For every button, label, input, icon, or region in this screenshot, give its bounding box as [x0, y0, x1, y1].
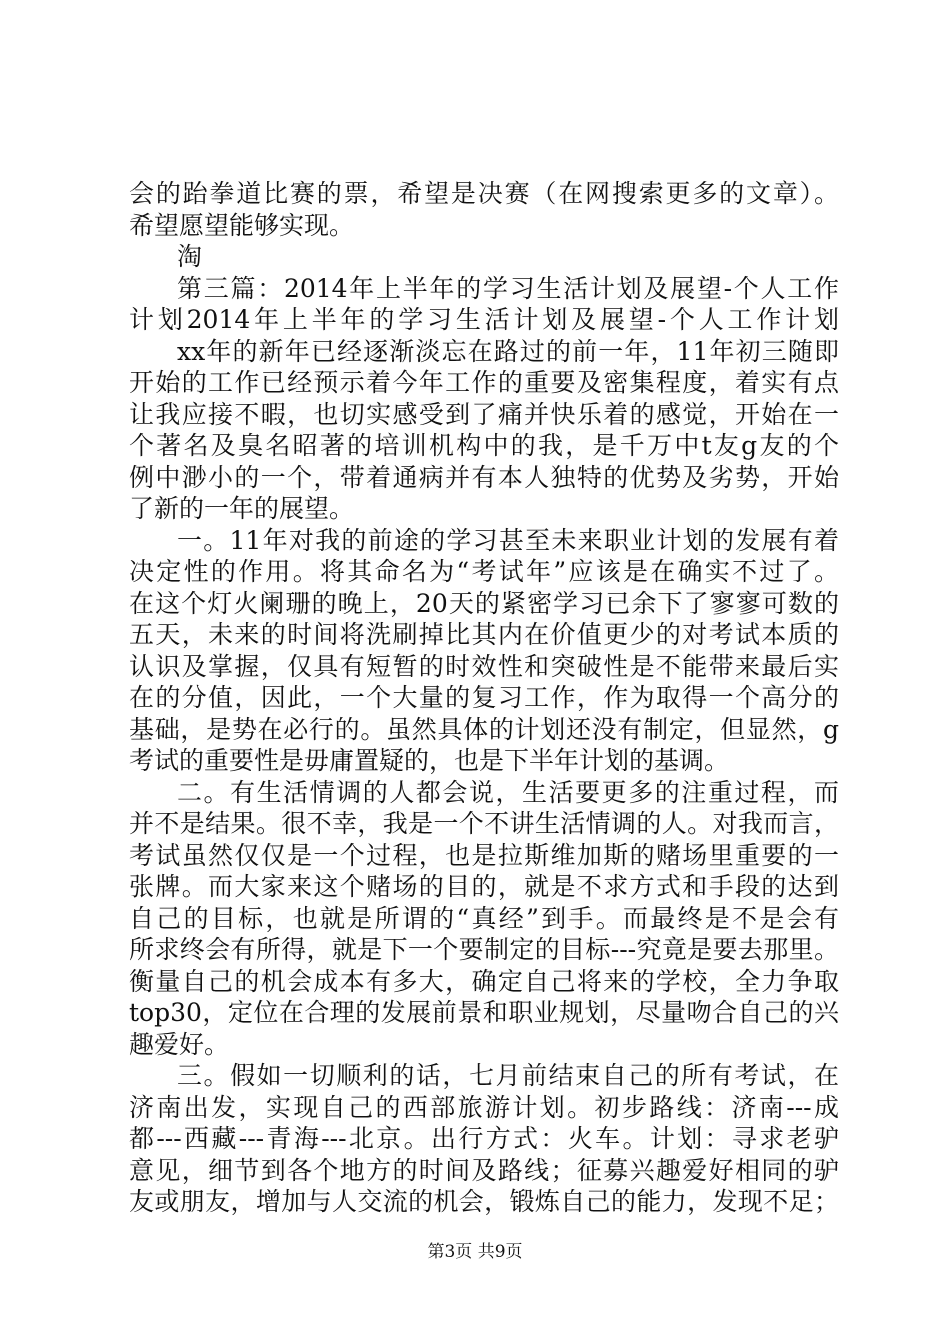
text-line: 开始的工作已经预示着今年工作的重要及密集程度，着实有点 — [129, 368, 839, 397]
text-line: 决定性的作用。将其命名为“考试年”应该是在确实不过了。 — [129, 557, 839, 586]
text-line: 会的跆拳道比赛的票，希望是决赛（在网搜索更多的文章）。 — [129, 179, 839, 208]
text-line: top30，定位在合理的发展前景和职业规划，尽量吻合自己的兴 — [129, 998, 839, 1027]
text-line: 认识及掌握，仅具有短暂的时效性和突破性是不能带来最后实 — [129, 651, 839, 681]
text-line: 在的分值，因此，一个大量的复习工作，作为取得一个高分的 — [129, 683, 839, 712]
text-line: 所求终会有所得，就是下一个要制定的目标---究竟是要去那里。 — [129, 935, 839, 964]
text-line: 让我应接不暇，也切实感受到了痛并快乐着的感觉，开始在一 — [129, 399, 839, 429]
text-line: 考试的重要性是毋庸置疑的，也是下半年计划的基调。 — [129, 746, 730, 775]
text-line: 并不是结果。很不幸，我是一个不讲生活情调的人。对我而言， — [129, 809, 839, 838]
page-number-footer: 第3页 共9页 — [427, 1242, 523, 1262]
text-line: xx年的新年已经逐渐淡忘在路过的前一年，11年初三随即 — [177, 336, 839, 366]
text-line: 基础，是势在必行的。虽然具体的计划还没有制定，但显然，g — [129, 714, 839, 744]
text-line: 友或朋友，增加与人交流的机会，锻炼自己的能力，发现不足； — [129, 1187, 839, 1216]
text-line: 了新的一年的展望。 — [129, 494, 355, 523]
text-line: 二。有生活情调的人都会说，生活要更多的注重过程，而 — [177, 777, 839, 807]
text-line: 例中渺小的一个，带着通病并有本人独特的优势及劣势，开始 — [129, 462, 839, 492]
text-line: 济南出发，实现自己的西部旅游计划。初步路线：济南---成 — [129, 1092, 839, 1122]
text-line: 希望愿望能够实现。 — [129, 210, 355, 240]
section-heading: 第三篇：2014年上半年的学习生活计划及展望-个人工作 — [177, 273, 839, 303]
text-line: 衡量自己的机会成本有多大，确定自己将来的学校，全力争取 — [129, 966, 839, 996]
text-line: 自己的目标，也就是所谓的“真经”到手。而最终是不是会有 — [129, 903, 839, 933]
text-line: 五天，未来的时间将洗刷掉比其内在价值更少的对考试本质的 — [129, 620, 839, 649]
text-line: 三。假如一切顺利的话，七月前结束自己的所有考试，在 — [177, 1061, 839, 1090]
text-line: 考试虽然仅仅是一个过程，也是拉斯维加斯的赌场里重要的一 — [129, 840, 839, 870]
document-body — [129, 178, 839, 1218]
text-line: 淘 — [177, 242, 203, 271]
text-line: 意见，细节到各个地方的时间及路线；征募兴趣爱好相同的驴 — [129, 1155, 839, 1185]
text-line: 一。11年对我的前途的学习甚至未来职业计划的发展有着 — [177, 525, 839, 555]
section-heading: 计划2014年上半年的学习生活计划及展望-个人工作计划 — [129, 305, 839, 334]
text-line: 都---西藏---青海---北京。出行方式：火车。计划：寻求老驴 — [129, 1124, 839, 1153]
text-line: 个著名及臭名昭著的培训机构中的我，是千万中t友g友的个 — [129, 431, 839, 460]
text-line: 趣爱好。 — [129, 1029, 230, 1059]
text-line: 在这个灯火阑珊的晚上，20天的紧密学习已余下了寥寥可数的 — [129, 588, 839, 618]
text-line: 张牌。而大家来这个赌场的目的，就是不求方式和手段的达到 — [129, 872, 839, 901]
